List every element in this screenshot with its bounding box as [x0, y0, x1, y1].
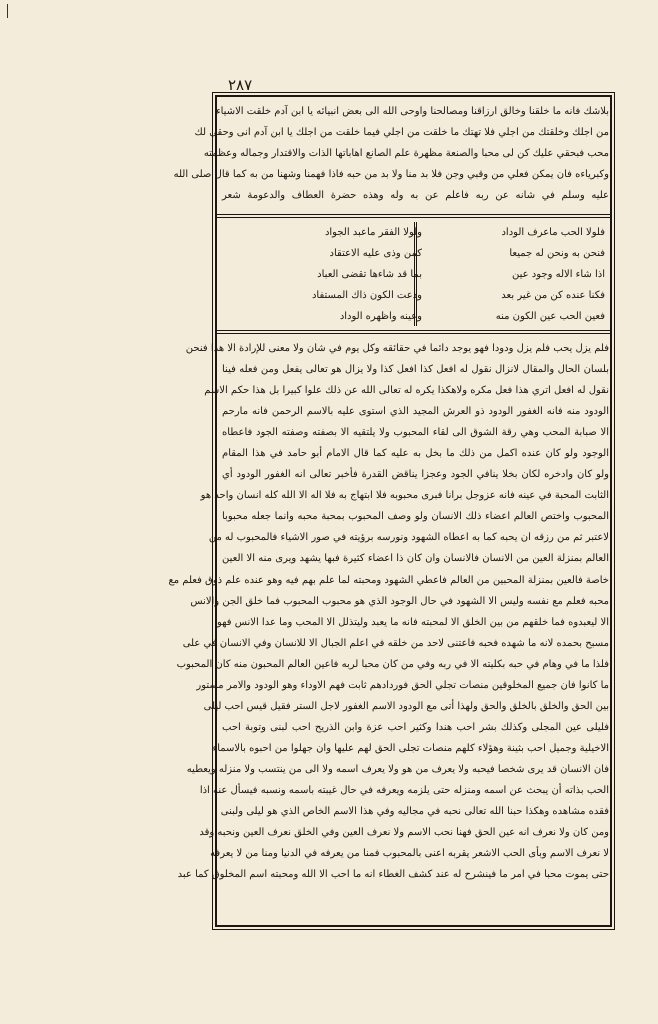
- poem-right-column: [425, 222, 605, 328]
- verse: وعينه واظهره الوداد: [339, 311, 422, 322]
- text-line: نقول له افعل اتري هذا فعل مكره ولاهكذا يكره له تعالى الله عن ذلك علوا كبيرا بل هذا حكم الاسم: [204, 385, 609, 397]
- text-line: الودود منه فانه الغفور الودود ذو العرش المجيد الذي استوى عليه بالاسم الرحمن فانه مارحم: [222, 406, 609, 418]
- text-line: فلذا ما في وهام في حبه بكليته الا في ربه وفي من كان محبا لربه فاعين العالم المحبون منه كان المحبوب: [176, 658, 609, 670]
- verse: بما قد شاءها تقضى العباد: [317, 269, 422, 280]
- text-line: فلم يزل يحب فلم يزل ودودا فهو يوجد دائما في حقائقه وكل يوم في شان ولا معنى للإرادة الا هذا فنحن: [185, 343, 609, 354]
- text-line: محب فبحقي عليك كن لى محبا والصنعة مظهرة علم الصانع اهاباتها الذات والاقتدار وجماله وعظمته: [203, 147, 609, 159]
- text-line: فقده مشاهده وهكذا حبنا الله تعالى نحبه في مجاليه وفي هذا الاسم الخاص الذي هو ليلى ولبنى: [220, 806, 609, 818]
- text-line: الحب بذاته أن يبحث عن اسمه ومنزله حتى يلزمه ويعرفه في حال غيبته باسمه ونسبه فيسأل عنه اذا: [199, 784, 609, 796]
- text-line: ولو كان وادخره لكان بخلا ينافي الجود وعجزا يناقض القدرة فأخبر تعالى انه الغفور الودود أي: [222, 469, 609, 481]
- text-line: خاصة فالعين بمنزلة المحبين من العالم فاعطي الشهود ومحبته لما علم بهم فيه وهو عنده علم ذوق فعلم مع: [168, 574, 609, 586]
- text-line: الثابت المحبة في عينه فانه عزوجل برانا فبرى محبوبه فلا ابتهاج به فلا اله الا الله كله انسان واحد هو: [200, 490, 609, 502]
- text-line: محبه فعلم مع نفسه وليس الا الشهود في حال الوجود الذي هو محبوب المحبوب فما خلق الجن والانس: [190, 595, 609, 607]
- text-line: مسبح بحمده لانه ما شهده فحبه فاعتنى لاحد من خلقه في اعلم الجبال الا للانسان وفي الانسان في على: [182, 637, 609, 649]
- margin-mark: [7, 4, 8, 18]
- bottom-passage: [168, 338, 609, 885]
- text-line: الا صبابة المحب وهي رقة الشوق الى لقاء المحبوب ولا يلتقيه الا بصفته وصفته الجود فاعطاه: [222, 427, 609, 439]
- verse: فكنا عنده كن من غير بعد: [501, 290, 605, 301]
- text-line: حتى يموت محبا في امر ما فينشرح له عند كشف الغطاء انه ما احب الا الله ومحبته اسم المخلوق كما عبد: [177, 869, 609, 881]
- verse: اذا شاء الاله وجود عين: [512, 269, 605, 280]
- top-passage: [173, 102, 609, 206]
- text-line: الوجود ولو كان عنده اكمل من ذلك ما بخل به عليه كما قال الامام أبو حامد في هذا المقام: [222, 448, 609, 460]
- divider-above-poem: [216, 214, 611, 218]
- text-line: من اجلك وخلقتك من اجلي فلا تهتك ما خلقت من اجلي فيما خلقت من اجلك يا ابن آدم انى وحقى لك: [194, 126, 609, 138]
- verse: كمن وذى عليه الاعتقاد: [329, 248, 422, 259]
- page-number: ٢٨٧: [228, 76, 253, 94]
- text-line: بلاشك فانه ما خلقنا وخالق ارزاقنا ومصالحنا واوحى الله الى بعض انبيائه يا ابن آدم خلقت الاشياء: [215, 106, 609, 117]
- verse: فنحن به ونحن له جميعا: [509, 248, 605, 259]
- verse: فلولا الحب ماعرف الوداد: [501, 227, 605, 238]
- text-line: عليه وسلم في شانه عن ربه فاعلم عن به وله وهذه حضرة العطاف والدعومة شعر: [222, 189, 609, 201]
- text-line: العالم بمنزلة العين من الانسان فالانسان وان كان ذا اعضاء كثيرة فبها يشهد ويرى منه الا العين: [222, 553, 609, 565]
- text-line: بلسان الحال والمقال لانزال نقول له افعل كذا افعل كذا ولا يزال هو تعالى يفعل ومن فعله فينا: [222, 364, 609, 376]
- verse: ولولا الفقر ماعبد الجواد: [324, 227, 422, 238]
- text-line: لاعتبر ثم من رزقه ان يحبه كما به اعطاه الشهود ونورسه برؤيته في صور الاشياء فالمحبوب له من: [208, 532, 609, 544]
- text-line: الا ليعبدوه فما خلقهم من بين الخلق الا لمحبته فانه ما يعبد وليتذلل الا المحب وما عدا الانس فهو: [216, 616, 609, 628]
- verse: وذعت الكون ذاك المستفاد: [311, 290, 422, 301]
- text-line: الاخيلية وجميل احب بثينة وهؤلاء كلهم منصات تجلى الحق لهم عليها وان جهلوا من احبوه بالاسماء: [212, 742, 609, 754]
- text-line: ومن كان ولا نعرف انه عين الحق فهنا نحب الاسم ولا نعرف العين وفي الخلق نعرف العين ونحبه وقد: [199, 827, 609, 839]
- verse: فعين الحب عين الكون منه: [495, 311, 605, 322]
- text-line: فان الانسان قد يرى شخصا فيحبه ولا يعرف من هو ولا يعرف اسمه ولا الى من ينتسب ولا منزله ويعطيه: [186, 763, 609, 775]
- text-line: المحبوب واختص العالم اعضاء ذلك الانسان ولو وصف المحبوب بمحبة محبه وانما جعله محبوبا: [222, 511, 609, 523]
- poem-left-column: [276, 222, 422, 328]
- text-line: لا نعرف الاسم وبأى الحب الاشعر يقربه اعنى بالمحبوب فمنا من يعرفه في الدنيا ومنا من لا يعرفه: [210, 848, 609, 860]
- text-line: ما كانوا فان جميع المخلوقين منصات تجلي الحق فوردادهم ثابت فهم الاوداء وهو الودود والامر مستور: [196, 679, 609, 691]
- divider-below-poem: [216, 330, 611, 334]
- text-line: بين الحق والخلق بالخلق والحق ولهذا أتى مع الودود الاسم الغفور لاجل الستر فقيل قيس احب ليلى: [203, 700, 609, 712]
- text-line: وكبرياءه فان يمكن فعلي من وقبي وجن فلا بد منا ولا بد من حبه فاذا فهمنا وشهنا من به كما قال صلى الله: [173, 168, 609, 180]
- text-line: فليلى عين المجلى وكذلك بشر احب هندا وكثير احب عزة وابن الذريح احب لبنى وتوبة احب: [222, 721, 609, 733]
